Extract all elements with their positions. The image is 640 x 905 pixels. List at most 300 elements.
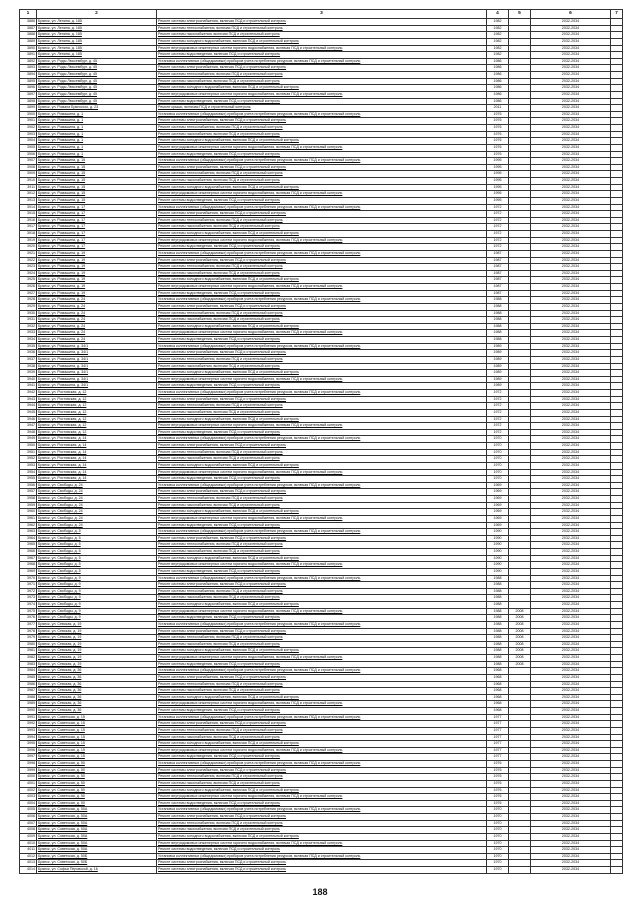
build-year: 1987 — [487, 257, 509, 264]
planned-period: 2032-2034 — [531, 383, 611, 390]
table-row — [20, 125, 623, 132]
work-type: Ремонт системы электроснабжения, включая ПСД и строительный контроль — [157, 582, 487, 589]
build-year: 1988 — [487, 330, 509, 337]
table-row — [20, 197, 623, 204]
build-year: 1987 — [487, 284, 509, 291]
empty-cell — [611, 449, 623, 456]
row-number: 3954 — [20, 469, 37, 476]
house-address: Брянск, ул. Советская, д. 50А — [37, 840, 157, 847]
planned-period: 2032-2034 — [531, 529, 611, 536]
build-year: 1968 — [487, 688, 509, 695]
work-type: Установка коллективных (общедомовых) приборов учета потребления ресурсов, включая ПСД и строительный контроль — [157, 807, 487, 814]
build-year: 1989 — [487, 350, 509, 357]
build-year: 1982 — [487, 25, 509, 32]
table-row — [20, 85, 623, 92]
empty-cell — [611, 469, 623, 476]
row-number: 3975 — [20, 608, 37, 615]
house-address: Брянск, ул. Ромашина, д. 34/1 — [37, 363, 157, 370]
work-type: Ремонт системы электроснабжения, включая ПСД и строительный контроль — [157, 164, 487, 171]
row-number: 3958 — [20, 496, 37, 503]
work-type: Ремонт системы теплоснабжения, включая ПСД и строительный контроль — [157, 588, 487, 595]
build-year: 1976 — [487, 761, 509, 768]
planned-period: 2032-2034 — [531, 118, 611, 125]
house-address: Брянск, ул. Ромашина, д. 17 — [37, 217, 157, 224]
last-repair-year — [509, 151, 531, 158]
last-repair-year — [509, 78, 531, 85]
work-type: Ремонт системы холодного водоснабжения, включая ПСД и строительный контроль — [157, 509, 487, 516]
work-type: Ремонт внутридомовых инженерных систем горячего водоснабжения, включая ПСД и строительный контроль — [157, 191, 487, 198]
work-type: Ремонт системы водоотведения, включая ПСД и строительный контроль — [157, 290, 487, 297]
house-address: Брянск, ул. Советская, д. 15 — [37, 721, 157, 728]
house-address: Брянск, ул. Свободы, д. 5 — [37, 568, 157, 575]
planned-period: 2032-2034 — [531, 436, 611, 443]
planned-period: 2032-2034 — [531, 588, 611, 595]
work-type: Ремонт системы водоотведения, включая ПСД и строительный контроль — [157, 568, 487, 575]
work-type: Ремонт системы холодного водоснабжения, включая ПСД и строительный контроль — [157, 462, 487, 469]
table-row — [20, 522, 623, 529]
work-type: Ремонт системы теплоснабжения, включая ПСД и строительный контроль — [157, 542, 487, 549]
planned-period: 2032-2034 — [531, 681, 611, 688]
empty-cell — [611, 721, 623, 728]
planned-period: 2032-2034 — [531, 58, 611, 65]
build-year: 1976 — [487, 111, 509, 118]
last-repair-year — [509, 58, 531, 65]
last-repair-year — [509, 595, 531, 602]
house-address: Брянск, ул. Ленина, д. 185 — [37, 38, 157, 45]
last-repair-year — [509, 694, 531, 701]
house-address: Брянск, ул. Севская, д. 36 — [37, 681, 157, 688]
work-type: Ремонт системы электроснабжения, включая ПСД и строительный контроль — [157, 535, 487, 542]
table-row — [20, 562, 623, 569]
table-row — [20, 668, 623, 675]
house-address: Брянск, ул. Ромашина, д. 34/1 — [37, 356, 157, 363]
last-repair-year — [509, 72, 531, 79]
planned-period: 2032-2034 — [531, 787, 611, 794]
empty-cell — [611, 853, 623, 860]
work-type: Ремонт внутридомовых инженерных систем горячего водоснабжения, включая ПСД и строительный контроль — [157, 794, 487, 801]
work-type: Ремонт системы электроснабжения, включая ПСД и строительный контроль — [157, 628, 487, 635]
row-number: 3977 — [20, 621, 37, 628]
planned-period: 2032-2034 — [531, 423, 611, 430]
last-repair-year — [509, 317, 531, 324]
empty-cell — [611, 423, 623, 430]
build-year: 1972 — [487, 231, 509, 238]
empty-cell — [611, 290, 623, 297]
planned-period: 2032-2034 — [531, 522, 611, 529]
empty-cell — [611, 330, 623, 337]
table-row — [20, 655, 623, 662]
empty-cell — [611, 535, 623, 542]
table-row — [20, 284, 623, 291]
last-repair-year — [509, 32, 531, 39]
table-row — [20, 310, 623, 317]
work-type: Ремонт системы холодного водоснабжения, включая ПСД и строительный контроль — [157, 694, 487, 701]
row-number: 3886 — [20, 19, 37, 26]
work-type: Ремонт системы газоснабжения, включая ПСД и строительный контроль — [157, 178, 487, 185]
build-year: 1988 — [487, 608, 509, 615]
row-number: 3998 — [20, 761, 37, 768]
house-address: Брянск, ул. Ростовская, д. 12 — [37, 409, 157, 416]
empty-cell — [611, 277, 623, 284]
empty-cell — [611, 204, 623, 211]
build-year: 1970 — [487, 840, 509, 847]
planned-period: 2032-2034 — [531, 489, 611, 496]
planned-period: 2032-2034 — [531, 595, 611, 602]
row-number: 3934 — [20, 337, 37, 344]
table-row — [20, 628, 623, 635]
last-repair-year — [509, 224, 531, 231]
work-type: Ремонт системы водоотведения, включая ПСД и строительный контроль — [157, 383, 487, 390]
row-number: 3993 — [20, 727, 37, 734]
row-number: 3964 — [20, 535, 37, 542]
last-repair-year — [509, 284, 531, 291]
planned-period: 2032-2034 — [531, 390, 611, 397]
planned-period: 2032-2034 — [531, 615, 611, 622]
table-row — [20, 754, 623, 761]
house-address: Брянск, ул. Севская, д. 19 — [37, 621, 157, 628]
table-row — [20, 787, 623, 794]
row-number: 3895 — [20, 78, 37, 85]
last-repair-year — [509, 681, 531, 688]
work-type: Ремонт системы холодного водоснабжения, включая ПСД и строительный контроль — [157, 602, 487, 609]
row-number: 3913 — [20, 197, 37, 204]
build-year: 1976 — [487, 800, 509, 807]
table-row — [20, 356, 623, 363]
work-type: Ремонт системы холодного водоснабжения, включая ПСД и строительный контроль — [157, 231, 487, 238]
row-number: 3921 — [20, 250, 37, 257]
build-year: 1988 — [487, 635, 509, 642]
empty-cell — [611, 211, 623, 218]
house-address: Брянск, ул. Ромашина, д. 1 — [37, 131, 157, 138]
row-number: 3939 — [20, 370, 37, 377]
table-row — [20, 794, 623, 801]
table-row — [20, 621, 623, 628]
house-address: Брянск, ул. Ромашина, д. 24 — [37, 310, 157, 317]
row-number: 4002 — [20, 787, 37, 794]
table-row — [20, 502, 623, 509]
table-row — [20, 840, 623, 847]
last-repair-year — [509, 52, 531, 59]
house-address: Брянск, ул. Ростовская, д. 14 — [37, 476, 157, 483]
build-year: 1989 — [487, 383, 509, 390]
build-year: 1990 — [487, 555, 509, 562]
work-type: Ремонт системы водоотведения, включая ПСД и строительный контроль — [157, 800, 487, 807]
planned-period: 2032-2034 — [531, 708, 611, 715]
work-type: Ремонт системы электроснабжения, включая ПСД и строительный контроль — [157, 674, 487, 681]
row-number: 3903 — [20, 131, 37, 138]
house-address: Брянск, ул. Ленина, д. 185 — [37, 32, 157, 39]
planned-period: 2032-2034 — [531, 409, 611, 416]
header-col-7: 7 — [611, 10, 623, 19]
work-type: Ремонт системы электроснабжения, включая ПСД и строительный контроль — [157, 489, 487, 496]
planned-period: 2032-2034 — [531, 144, 611, 151]
table-row — [20, 383, 623, 390]
house-address: Брянск, ул. Советская, д. 15 — [37, 714, 157, 721]
last-repair-year — [509, 197, 531, 204]
work-type: Ремонт системы теплоснабжения, включая ПСД и строительный контроль — [157, 496, 487, 503]
table-row — [20, 820, 623, 827]
build-year: 1988 — [487, 602, 509, 609]
row-number: 3957 — [20, 489, 37, 496]
build-year: 1968 — [487, 668, 509, 675]
row-number: 4007 — [20, 820, 37, 827]
planned-period: 2032-2034 — [531, 582, 611, 589]
table-row — [20, 423, 623, 430]
build-year: 1995 — [487, 197, 509, 204]
table-row — [20, 19, 623, 26]
table-row — [20, 250, 623, 257]
planned-period: 2032-2034 — [531, 469, 611, 476]
last-repair-year — [509, 489, 531, 496]
empty-cell — [611, 462, 623, 469]
house-address: Брянск, ул. Советская, д. 15 — [37, 747, 157, 754]
last-repair-year — [509, 787, 531, 794]
work-type: Ремонт системы теплоснабжения, включая ПСД и строительный контроль — [157, 264, 487, 271]
empty-cell — [611, 588, 623, 595]
table-row — [20, 416, 623, 423]
planned-period: 2032-2034 — [531, 224, 611, 231]
empty-cell — [611, 602, 623, 609]
work-type: Ремонт внутридомовых инженерных систем горячего водоснабжения, включая ПСД и строительный контроль — [157, 330, 487, 337]
table-row — [20, 701, 623, 708]
house-address: Брянск, ул. Севская, д. 19 — [37, 661, 157, 668]
planned-period: 2032-2034 — [531, 343, 611, 350]
last-repair-year — [509, 125, 531, 132]
build-year: 1972 — [487, 416, 509, 423]
planned-period: 2032-2034 — [531, 747, 611, 754]
row-number: 4013 — [20, 860, 37, 867]
last-repair-year — [509, 231, 531, 238]
work-type: Ремонт системы водоотведения, включая ПСД и строительный контроль — [157, 151, 487, 158]
planned-period: 2032-2034 — [531, 674, 611, 681]
house-address: Брянск, ул. Ромашина, д. 15 — [37, 178, 157, 185]
work-type: Ремонт системы водоотведения, включая ПСД и строительный контроль — [157, 98, 487, 105]
work-type: Установка коллективных (общедомовых) приборов учета потребления ресурсов, включая ПСД и строительный контроль — [157, 436, 487, 443]
last-repair-year — [509, 343, 531, 350]
last-repair-year — [509, 403, 531, 410]
last-repair-year — [509, 270, 531, 277]
table-row — [20, 535, 623, 542]
last-repair-year — [509, 462, 531, 469]
build-year: 1972 — [487, 390, 509, 397]
work-type: Ремонт системы холодного водоснабжения, включая ПСД и строительный контроль — [157, 741, 487, 748]
work-type: Ремонт системы теплоснабжения, включая ПСД и строительный контроль — [157, 217, 487, 224]
house-address: Брянск, ул. Севская, д. 36 — [37, 694, 157, 701]
row-number: 3942 — [20, 390, 37, 397]
work-type: Ремонт системы теплоснабжения, включая ПСД и строительный контроль — [157, 125, 487, 132]
work-type: Ремонт системы холодного водоснабжения, включая ПСД и строительный контроль — [157, 138, 487, 145]
build-year: 1986 — [487, 78, 509, 85]
build-year: 1982 — [487, 32, 509, 39]
row-number: 3911 — [20, 184, 37, 191]
build-year: 1982 — [487, 19, 509, 26]
build-year: 1970 — [487, 449, 509, 456]
work-type: Установка коллективных (общедомовых) приборов учета потребления ресурсов, включая ПСД и строительный контроль — [157, 58, 487, 65]
row-number: 4012 — [20, 853, 37, 860]
empty-cell — [611, 19, 623, 26]
house-address: Брянск, ул. Романа Брянского, д. 23 — [37, 105, 157, 112]
last-repair-year — [509, 98, 531, 105]
row-number: 3928 — [20, 297, 37, 304]
work-type: Ремонт системы водоотведения, включая ПСД и строительный контроль — [157, 337, 487, 344]
build-year: 1972 — [487, 409, 509, 416]
empty-cell — [611, 85, 623, 92]
last-repair-year — [509, 847, 531, 854]
build-year: 1990 — [487, 568, 509, 575]
work-type: Ремонт системы газоснабжения, включая ПСД и строительный контроль — [157, 549, 487, 556]
planned-period: 2032-2034 — [531, 502, 611, 509]
table-row — [20, 78, 623, 85]
house-address: Брянск, ул. Ромашина, д. 15 — [37, 197, 157, 204]
table-row — [20, 98, 623, 105]
empty-cell — [611, 111, 623, 118]
planned-period: 2032-2034 — [531, 621, 611, 628]
work-type: Ремонт внутридомовых инженерных систем горячего водоснабжения, включая ПСД и строительный контроль — [157, 144, 487, 151]
planned-period: 2032-2034 — [531, 827, 611, 834]
build-year: 1995 — [487, 164, 509, 171]
table-row — [20, 496, 623, 503]
table-row — [20, 403, 623, 410]
work-type: Ремонт системы электроснабжения, включая ПСД и строительный контроль — [157, 860, 487, 867]
table-row — [20, 436, 623, 443]
house-address: Брянск, ул. Ромашина, д. 15 — [37, 171, 157, 178]
build-year: 1969 — [487, 515, 509, 522]
work-type: Ремонт системы электроснабжения, включая ПСД и строительный контроль — [157, 396, 487, 403]
row-number: 3919 — [20, 237, 37, 244]
row-number: 4008 — [20, 827, 37, 834]
empty-cell — [611, 264, 623, 271]
empty-cell — [611, 25, 623, 32]
house-address: Брянск, ул. Ромашина, д. 17 — [37, 224, 157, 231]
empty-cell — [611, 847, 623, 854]
work-type: Ремонт внутридомовых инженерных систем горячего водоснабжения, включая ПСД и строительный контроль — [157, 423, 487, 430]
planned-period: 2032-2034 — [531, 780, 611, 787]
empty-cell — [611, 456, 623, 463]
empty-cell — [611, 78, 623, 85]
row-number: 3920 — [20, 244, 37, 251]
table-row — [20, 151, 623, 158]
table-row — [20, 32, 623, 39]
house-address: Брянск, ул. Ромашина, д. 24 — [37, 337, 157, 344]
table-row — [20, 443, 623, 450]
build-year: 1989 — [487, 343, 509, 350]
house-address: Брянск, ул. Ромашина, д. 19 — [37, 270, 157, 277]
work-type: Ремонт системы теплоснабжения, включая ПСД и строительный контроль — [157, 727, 487, 734]
row-number: 4000 — [20, 774, 37, 781]
row-number: 3994 — [20, 734, 37, 741]
house-address: Брянск, ул. Севская, д. 36 — [37, 688, 157, 695]
house-address: Брянск, ул. Ростовская, д. 14 — [37, 436, 157, 443]
empty-cell — [611, 350, 623, 357]
table-row — [20, 303, 623, 310]
planned-period: 2032-2034 — [531, 91, 611, 98]
last-repair-year: 2008 — [509, 661, 531, 668]
empty-cell — [611, 515, 623, 522]
row-number: 3899 — [20, 105, 37, 112]
work-type: Установка коллективных (общедомовых) приборов учета потребления ресурсов, включая ПСД и строительный контроль — [157, 482, 487, 489]
empty-cell — [611, 363, 623, 370]
last-repair-year: 2008 — [509, 621, 531, 628]
work-type: Ремонт системы теплоснабжения, включая ПСД и строительный контроль — [157, 449, 487, 456]
work-type: Ремонт системы теплоснабжения, включая ПСД и строительный контроль — [157, 171, 487, 178]
row-number: 3955 — [20, 476, 37, 483]
build-year: 1976 — [487, 151, 509, 158]
house-address: Брянск, ул. Ромашина, д. 1 — [37, 144, 157, 151]
build-year: 1976 — [487, 794, 509, 801]
empty-cell — [611, 356, 623, 363]
table-row — [20, 595, 623, 602]
row-number: 3944 — [20, 403, 37, 410]
row-number: 3926 — [20, 284, 37, 291]
build-year: 1977 — [487, 754, 509, 761]
last-repair-year — [509, 542, 531, 549]
last-repair-year — [509, 85, 531, 92]
house-address: Брянск, ул. Ромашина, д. 19 — [37, 277, 157, 284]
row-number: 3908 — [20, 164, 37, 171]
table-row — [20, 635, 623, 642]
house-address: Брянск, ул. Pоды Люксембург, д. 45 — [37, 98, 157, 105]
build-year: 1989 — [487, 370, 509, 377]
row-number: 3904 — [20, 138, 37, 145]
build-year: 1986 — [487, 58, 509, 65]
empty-cell — [611, 376, 623, 383]
build-year: 1968 — [487, 681, 509, 688]
work-type: Установка коллективных (общедомовых) приборов учета потребления ресурсов, включая ПСД и строительный контроль — [157, 343, 487, 350]
planned-period: 2032-2034 — [531, 840, 611, 847]
last-repair-year — [509, 582, 531, 589]
work-type: Ремонт системы электроснабжения, включая ПСД и строительный контроль — [157, 350, 487, 357]
empty-cell — [611, 118, 623, 125]
row-number: 3902 — [20, 125, 37, 132]
work-type: Ремонт системы газоснабжения, включая ПСД и строительный контроль — [157, 641, 487, 648]
planned-period: 2032-2034 — [531, 45, 611, 52]
row-number: 3991 — [20, 714, 37, 721]
house-address: Брянск, ул. Ромашина, д. 24 — [37, 317, 157, 324]
last-repair-year — [509, 337, 531, 344]
last-repair-year — [509, 436, 531, 443]
table-row — [20, 661, 623, 668]
house-address: Брянск, ул. Ромашина, д. 1 — [37, 111, 157, 118]
last-repair-year — [509, 264, 531, 271]
table-row — [20, 323, 623, 330]
last-repair-year — [509, 396, 531, 403]
table-row — [20, 727, 623, 734]
row-number: 4009 — [20, 833, 37, 840]
house-address: Брянск, ул. Свободы, д. 5 — [37, 529, 157, 536]
planned-period: 2032-2034 — [531, 217, 611, 224]
house-address: Брянск, ул. Ромашина, д. 34/1 — [37, 383, 157, 390]
work-type: Ремонт внутридомовых инженерных систем горячего водоснабжения, включая ПСД и строительный контроль — [157, 608, 487, 615]
row-number: 3983 — [20, 661, 37, 668]
last-repair-year — [509, 754, 531, 761]
planned-period: 2032-2034 — [531, 655, 611, 662]
row-number: 3897 — [20, 91, 37, 98]
table-row — [20, 780, 623, 787]
planned-period: 2032-2034 — [531, 78, 611, 85]
house-address: Брянск, ул. Свободы, д. 9 — [37, 608, 157, 615]
house-address: Брянск, ул. Советская, д. 15 — [37, 727, 157, 734]
row-number: 3951 — [20, 449, 37, 456]
house-address: Брянск, ул. Советская, д. 50 — [37, 800, 157, 807]
build-year: 1995 — [487, 191, 509, 198]
build-year: 1970 — [487, 436, 509, 443]
house-address: Брянск, ул. Советская, д. 50А — [37, 847, 157, 854]
last-repair-year — [509, 204, 531, 211]
row-number: 3981 — [20, 648, 37, 655]
table-row — [20, 747, 623, 754]
build-year: 1968 — [487, 694, 509, 701]
build-year: 1970 — [487, 462, 509, 469]
